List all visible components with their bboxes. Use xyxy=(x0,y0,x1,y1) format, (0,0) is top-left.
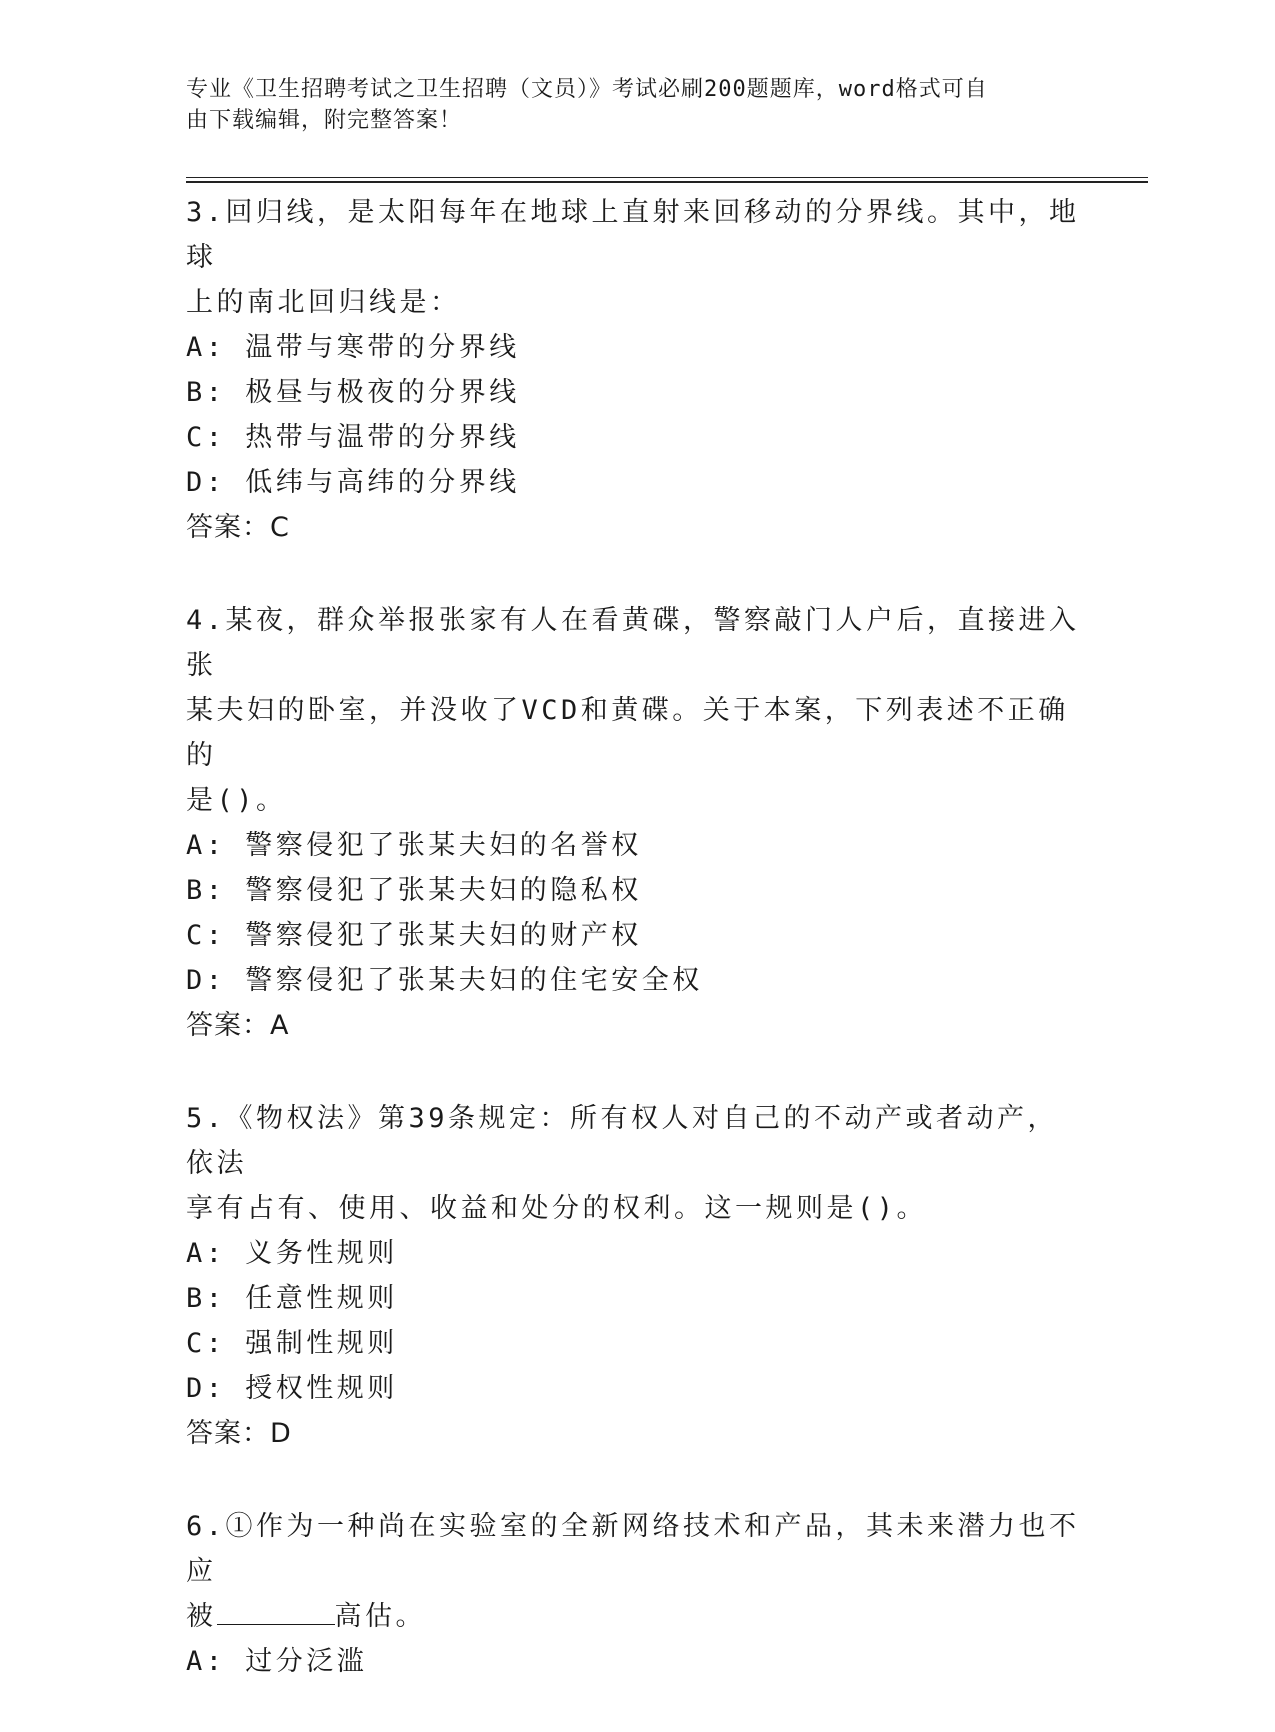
answer-line: 答案：D xyxy=(186,1418,292,1449)
option-b: B: 极昼与极夜的分界线 xyxy=(186,377,520,408)
option-d: D: 警察侵犯了张某夫妇的住宅安全权 xyxy=(186,965,703,996)
question-stem-line: 6.①作为一种尚在实验室的全新网络技术和产品，其未来潜力也不应 xyxy=(186,1511,1080,1587)
header-line-2: 由下载编辑，附完整答案！ xyxy=(186,108,463,133)
option-c: C: 热带与温带的分界线 xyxy=(186,422,520,453)
question-stem-line: 是()。 xyxy=(186,785,287,816)
stem-text-after-blank: 高估。 xyxy=(334,1601,426,1632)
question-stem-line: 4.某夜，群众举报张家有人在看黄碟，警察敲门人户后，直接进入张 xyxy=(186,605,1080,681)
question-4 xyxy=(186,598,1086,1048)
option-d: D: 授权性规则 xyxy=(186,1373,398,1404)
fill-in-blank xyxy=(217,1596,335,1625)
option-b: B: 任意性规则 xyxy=(186,1283,398,1314)
question-stem-line: 某夫妇的卧室，并没收了VCD和黄碟。关于本案，下列表述不正确的 xyxy=(186,695,1069,771)
header-divider-thick xyxy=(186,181,1148,183)
option-a: A: 温带与寒带的分界线 xyxy=(186,332,520,363)
option-b: B: 警察侵犯了张某夫妇的隐私权 xyxy=(186,875,642,906)
question-stem-line: 5.《物权法》第39条规定：所有权人对自己的不动产或者动产，依法 xyxy=(186,1103,1059,1179)
question-6 xyxy=(186,1504,1086,1684)
answer-line: 答案：C xyxy=(186,512,290,543)
option-a: A: 警察侵犯了张某夫妇的名誉权 xyxy=(186,830,642,861)
question-5 xyxy=(186,1096,1086,1456)
question-stem-line: 上的南北回归线是： xyxy=(186,287,461,318)
question-3 xyxy=(186,190,1086,550)
answer-line: 答案：A xyxy=(186,1010,290,1041)
stem-text-before-blank: 被 xyxy=(186,1601,217,1632)
option-c: C: 警察侵犯了张某夫妇的财产权 xyxy=(186,920,642,951)
question-stem-line: 享有占有、使用、收益和处分的权利。这一规则是()。 xyxy=(186,1193,928,1224)
option-d: D: 低纬与高纬的分界线 xyxy=(186,467,520,498)
header-divider-thin xyxy=(186,177,1148,178)
question-stem-line-with-blank xyxy=(186,1594,1086,1639)
option-a: A: 义务性规则 xyxy=(186,1238,398,1269)
document-header xyxy=(186,74,1066,136)
option-a: A: 过分泛滥 xyxy=(186,1646,368,1677)
option-c: C: 强制性规则 xyxy=(186,1328,398,1359)
header-line-1: 专业《卫生招聘考试之卫生招聘（文员）》考试必刷200题题库，word格式可自 xyxy=(186,77,988,102)
question-list xyxy=(186,190,1086,1732)
question-stem-line: 3.回归线，是太阳每年在地球上直射来回移动的分界线。其中，地球 xyxy=(186,197,1080,273)
